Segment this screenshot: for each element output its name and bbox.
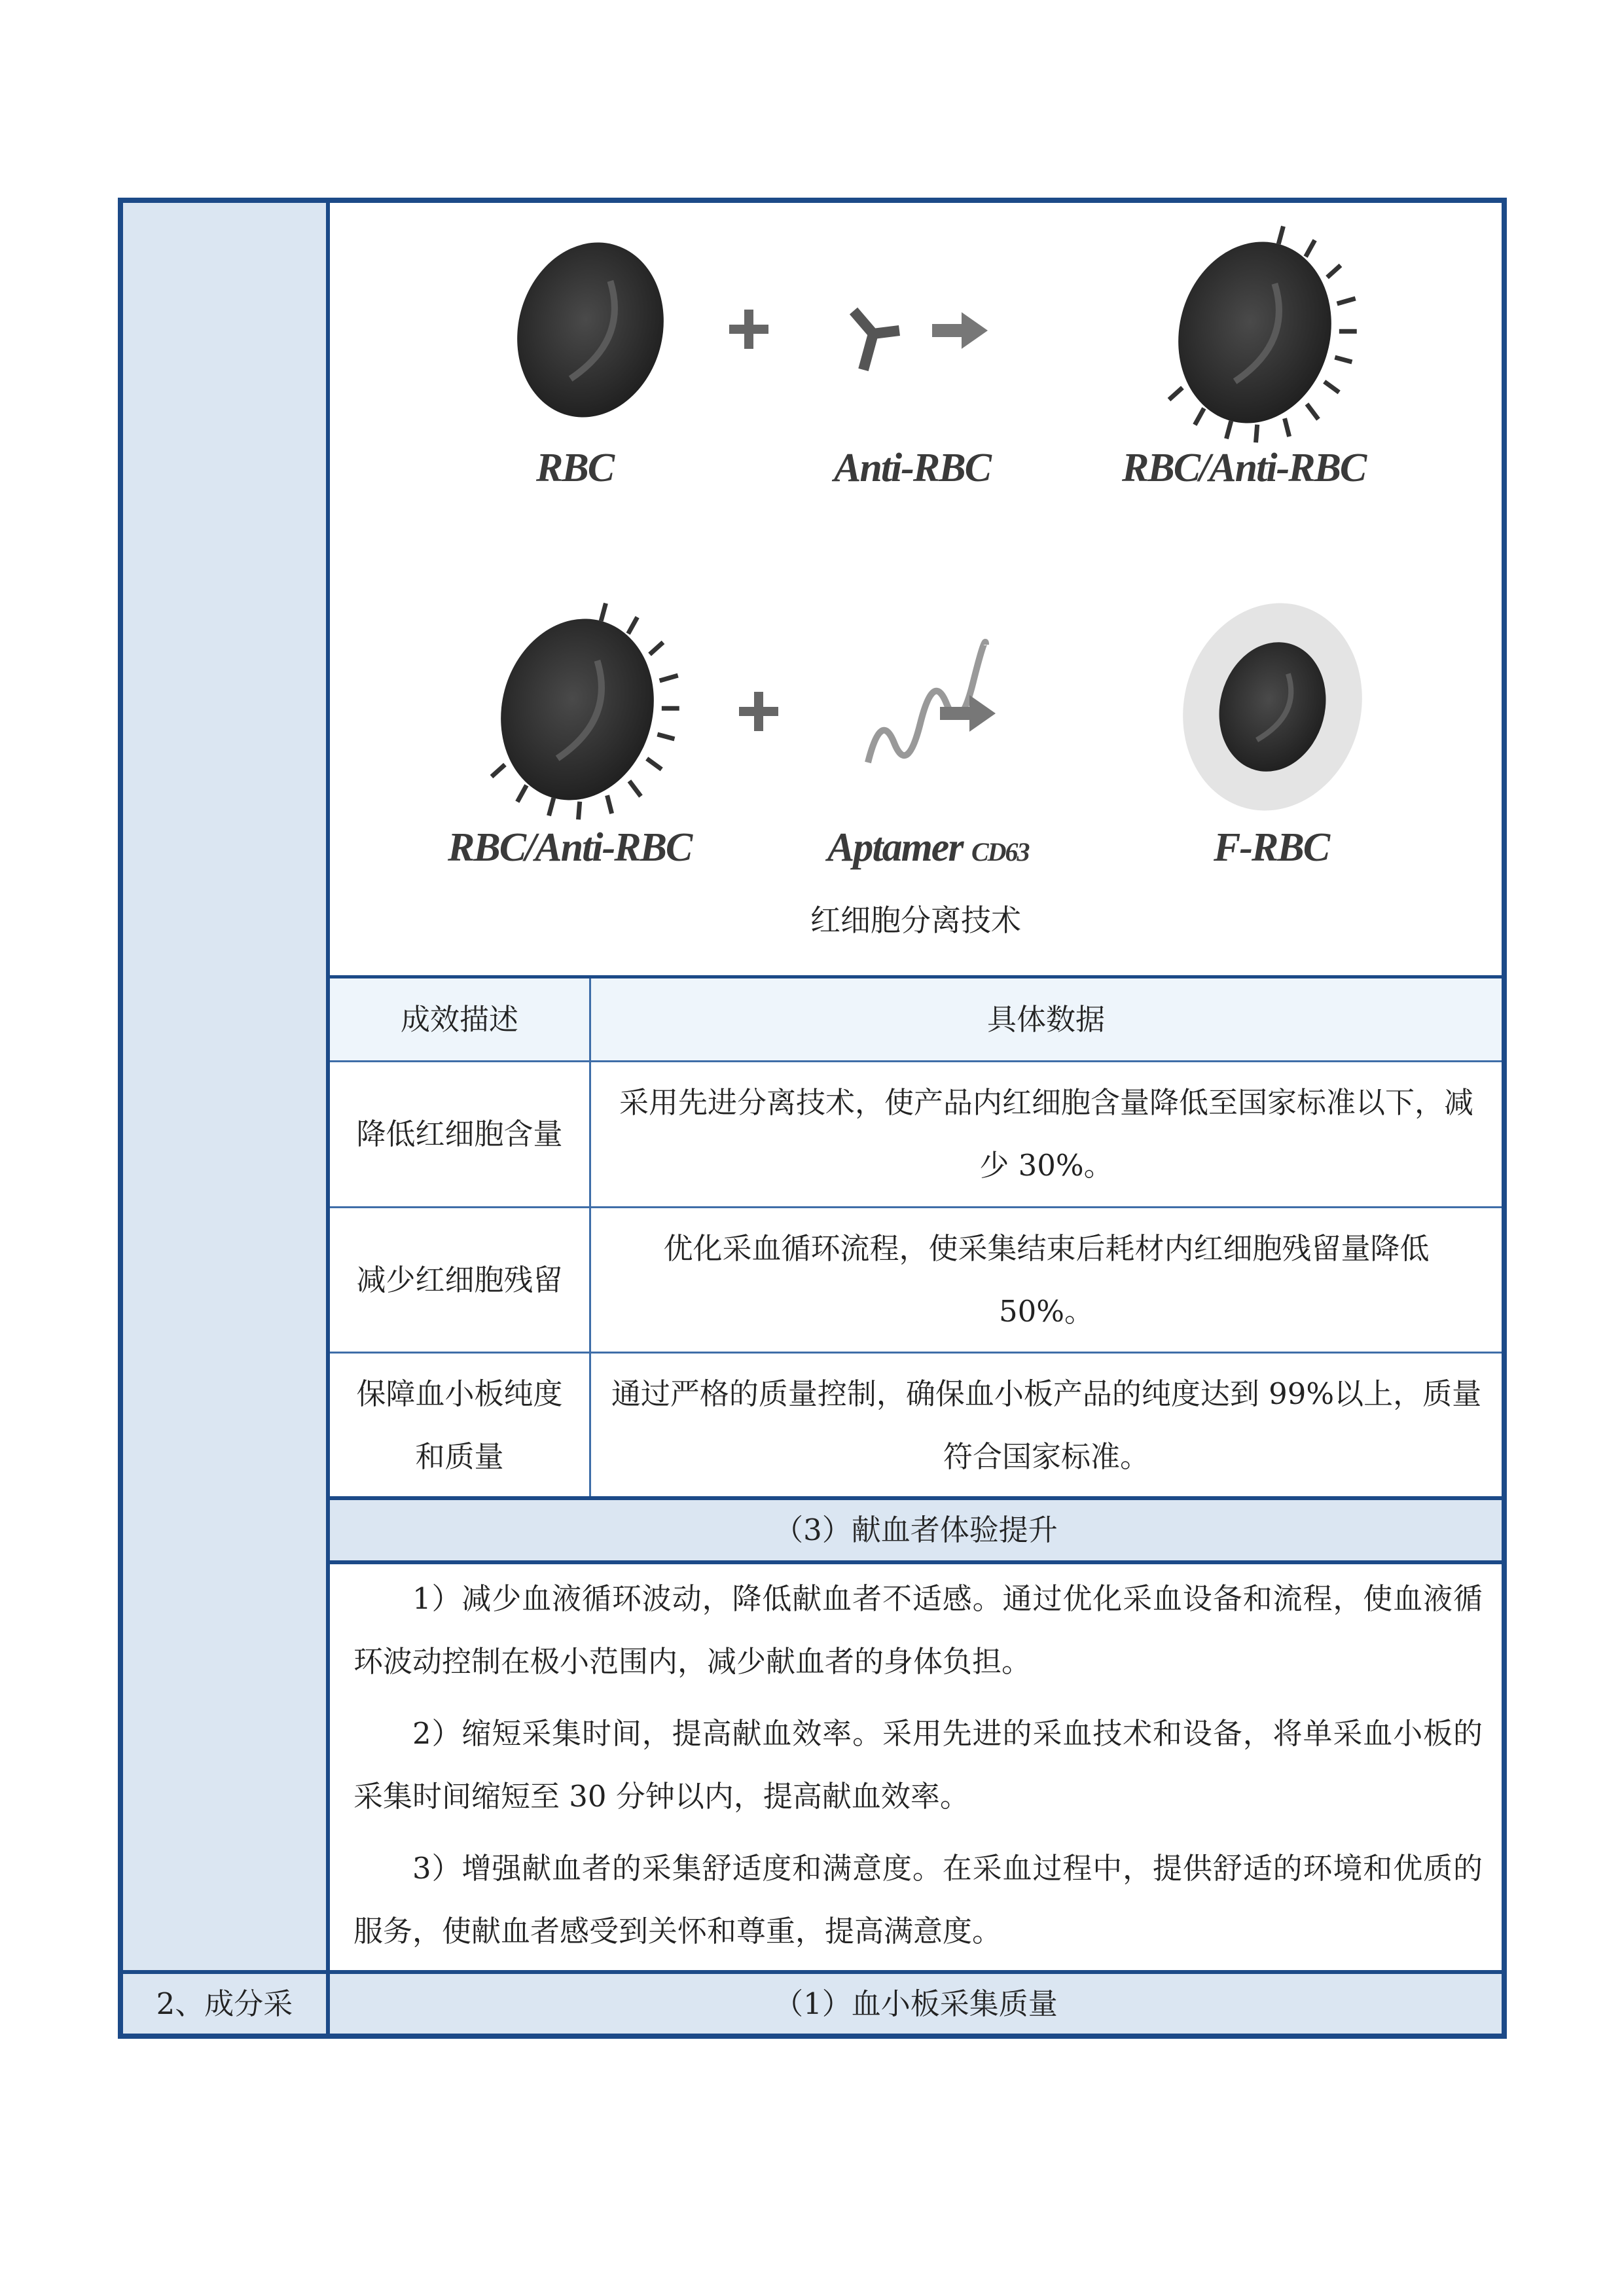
figure-label: Anti-RBC [834,446,990,490]
section-1-title: （1）血小板采集质量 [330,1974,1502,2034]
figure-label: RBC [536,446,614,490]
paragraph: 2）缩短采集时间，提高献血效率。采用先进的采血技术和设备，将单采血小板的采集时间缩短至 30 分钟以内，提高献血效率。 [353,1716,1483,1814]
arrow-icon [932,312,988,349]
figure-label: F-RBC [1214,825,1329,870]
paragraph: 3）增强献血者的采集舒适度和满意度。在采血过程中，提供舒适的环境和优质的服务，使献血者感受到关怀和尊重，提高满意度。 [353,1851,1483,1948]
rbc-anti-rbc-cell-icon [1153,207,1381,465]
divider [330,1560,1502,1564]
plus-icon [739,692,778,731]
figure-label: RBC/Anti-RBC [448,825,692,870]
figure-label: Aptamer CD63 [827,825,1029,870]
row-value: 优化采血循环流程，使采集结束后耗材内红细胞残留量降低 50%。 [663,1230,1430,1329]
antibody-icon [854,311,899,370]
header-description: 成效描述 [400,1002,518,1037]
header-data: 具体数据 [986,1002,1105,1037]
figure-illustration [330,203,1502,884]
row-label: 减少红细胞残留 [356,1262,563,1297]
row-label: 保障血小板纯度和质量 [356,1376,563,1474]
aptamer-icon [868,642,986,762]
paragraph: 1）减少血液循环波动，降低献血者不适感。通过优化采血设备和流程，使血液循环波动控制在极小范围内，减少献血者的身体负担。 [353,1581,1483,1679]
f-rbc-cell-icon [1160,583,1385,831]
plus-icon [729,310,768,349]
rbc-cell-icon [498,226,683,434]
rbc-separation-figure [330,203,1502,977]
row-label: 降低红细胞含量 [356,1117,563,1151]
figure-caption: 红细胞分离技术 [810,903,1021,938]
section-3-body [353,1568,1483,1972]
category-label: 2、成分采 [156,1986,293,2021]
row-value: 通过严格的质量控制，确保血小板产品的纯度达到 99%以上，质量符合国家标准。 [611,1376,1482,1474]
row-value: 采用先进分离技术，使产品内红细胞含量降低至国家标准以下，减少 30%。 [619,1085,1473,1183]
figure-label: RBC/Anti-RBC [1122,446,1366,490]
left-category-column [123,203,327,2034]
section-3-title: （3）献血者体验提升 [330,1500,1502,1560]
rbc-anti-rbc-cell-icon [476,584,704,842]
